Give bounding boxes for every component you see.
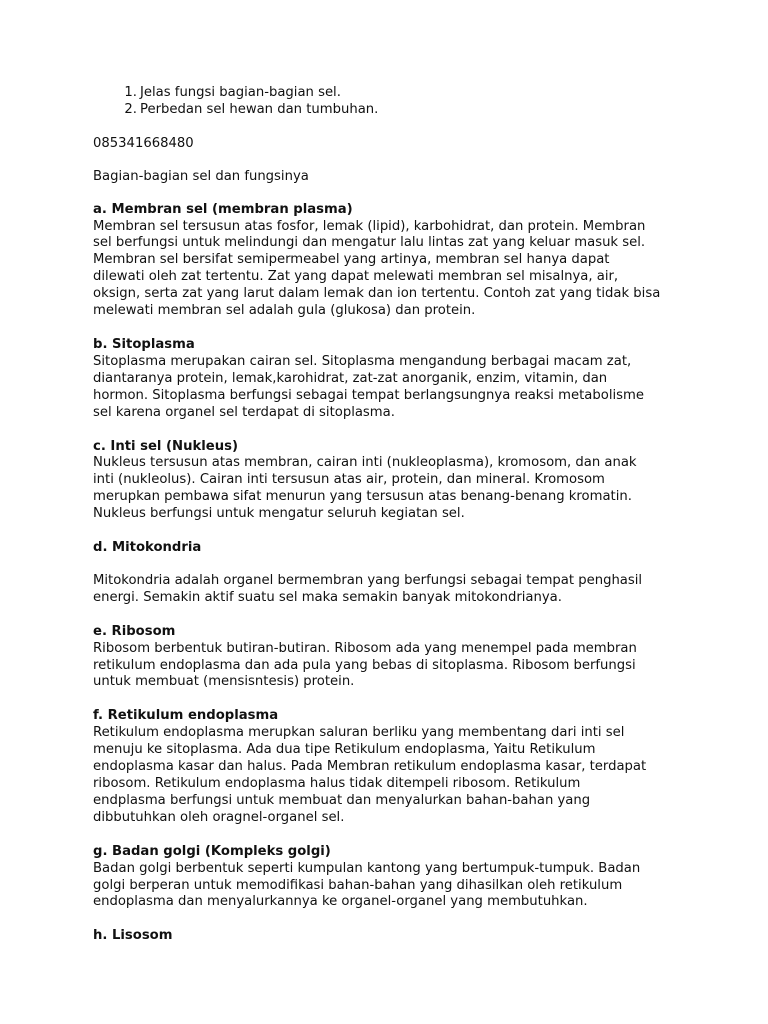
section-body: Mitokondria adalah organel bermembran yang berfungsi sebagai tempat penghasil energi. Semakin aktif suatu sel maka semakin banyak mitokondrianya. [93, 572, 643, 605]
section-lisosom [93, 928, 708, 945]
section-heading: h. Lisosom [93, 928, 173, 944]
section-body: Sitoplasma merupakan cairan sel. Sitoplasma mengandung berbagai macam zat, diantaranya protein, lemak,karohidrat, zat-zat anorganik, enzim, vitamin, dan hormon. Sitoplasma berfungsi sebagai tempat berlangsungnya reaksi metabolisme sel karena organel sel terdapat di sitoplasma. [93, 353, 644, 420]
section-badan-golgi [93, 844, 708, 912]
section-heading: a. Membran sel (membran plasma) [93, 201, 353, 217]
section-heading: g. Badan golgi (Kompleks golgi) [93, 843, 331, 859]
section-heading: e. Ribosom [93, 623, 176, 639]
section-heading: f. Retikulum endoplasma [93, 708, 279, 724]
phone-number: 085341668480 [93, 135, 194, 151]
section-body: Membran sel tersusun atas fosfor, lemak (lipid), karbohidrat, dan protein. Membran sel berfungsi untuk melindungi dan mengatur lalu lintas zat yang keluar masuk sel. Membran sel bersifat semipermeabel yang artinya, membran sel hanya dapat dilewati oleh zat tertentu. Zat yang dapat melewati membran sel misalnya, air, oksign, serta zat yang larut dalam lemak dan ion tertentu. Contoh zat yang tidak bisa melewati membran sel adalah gula (glukosa) dan protein. [93, 218, 661, 319]
list-item [93, 102, 708, 119]
section-body: Badan golgi berbentuk seperti kumpulan kantong yang bertumpuk-tumpuk. Badan golgi berperan untuk memodifikasi bahan-bahan yang dihasilkan oleh retikulum endoplasma dan menyalurkannya ke organel-organel yang membutuhkan. [93, 860, 641, 910]
section-sitoplasma [93, 337, 708, 422]
section-inti-sel [93, 439, 708, 524]
intro-line: Bagian-bagian sel dan fungsinya [93, 168, 309, 184]
section-heading: d. Mitokondria [93, 540, 202, 556]
section-body: Nukleus tersusun atas membran, cairan inti (nukleoplasma), kromosom, dan anak inti (nukleolus). Cairan inti tersusun atas air, protein, dan mineral. Kromosom merupkan pembawa sifat menurun yang tersusun atas benang-benang kromatin. Nukleus berfungsi untuk mengatur seluruh kegiatan sel. [93, 455, 637, 522]
list-text: Jelas fungsi bagian-bagian sel. [140, 85, 341, 100]
section-ribosom [93, 624, 708, 692]
section-retikulum-endoplasma [93, 708, 708, 826]
section-body: Retikulum endoplasma merupkan saluran berliku yang membentang dari inti sel menuju ke sitoplasma. Ada dua tipe Retikulum endoplasma, Yaitu Retikulum endoplasma kasar dan halus. Pada Membran retikulum endoplasma kasar, terdapat ribosom. Retikulum endoplasma halus tidak ditempeli ribosom. Retikulum endplasma berfungsi untuk membuat dan menyalurkan bahan-bahan yang dibbutuhkan oleh oragnel-organel sel. [93, 725, 647, 825]
section-membran-sel [93, 202, 708, 320]
numbered-list [93, 85, 708, 119]
section-mitokondria [93, 540, 708, 607]
section-body: Ribosom berbentuk butiran-butiran. Ribosom ada yang menempel pada membran retikulum endoplasma dan ada pula yang bebas di sitoplasma. Ribosom berfungsi untuk membuat (mensisntesis) protein. [93, 640, 637, 690]
list-number: 1. [124, 85, 137, 100]
list-item [93, 85, 708, 102]
list-text: Perbedan sel hewan dan tumbuhan. [140, 101, 379, 117]
section-heading: b. Sitoplasma [93, 336, 195, 352]
list-number: 2. [124, 101, 137, 117]
section-heading: c. Inti sel (Nukleus) [93, 438, 238, 454]
